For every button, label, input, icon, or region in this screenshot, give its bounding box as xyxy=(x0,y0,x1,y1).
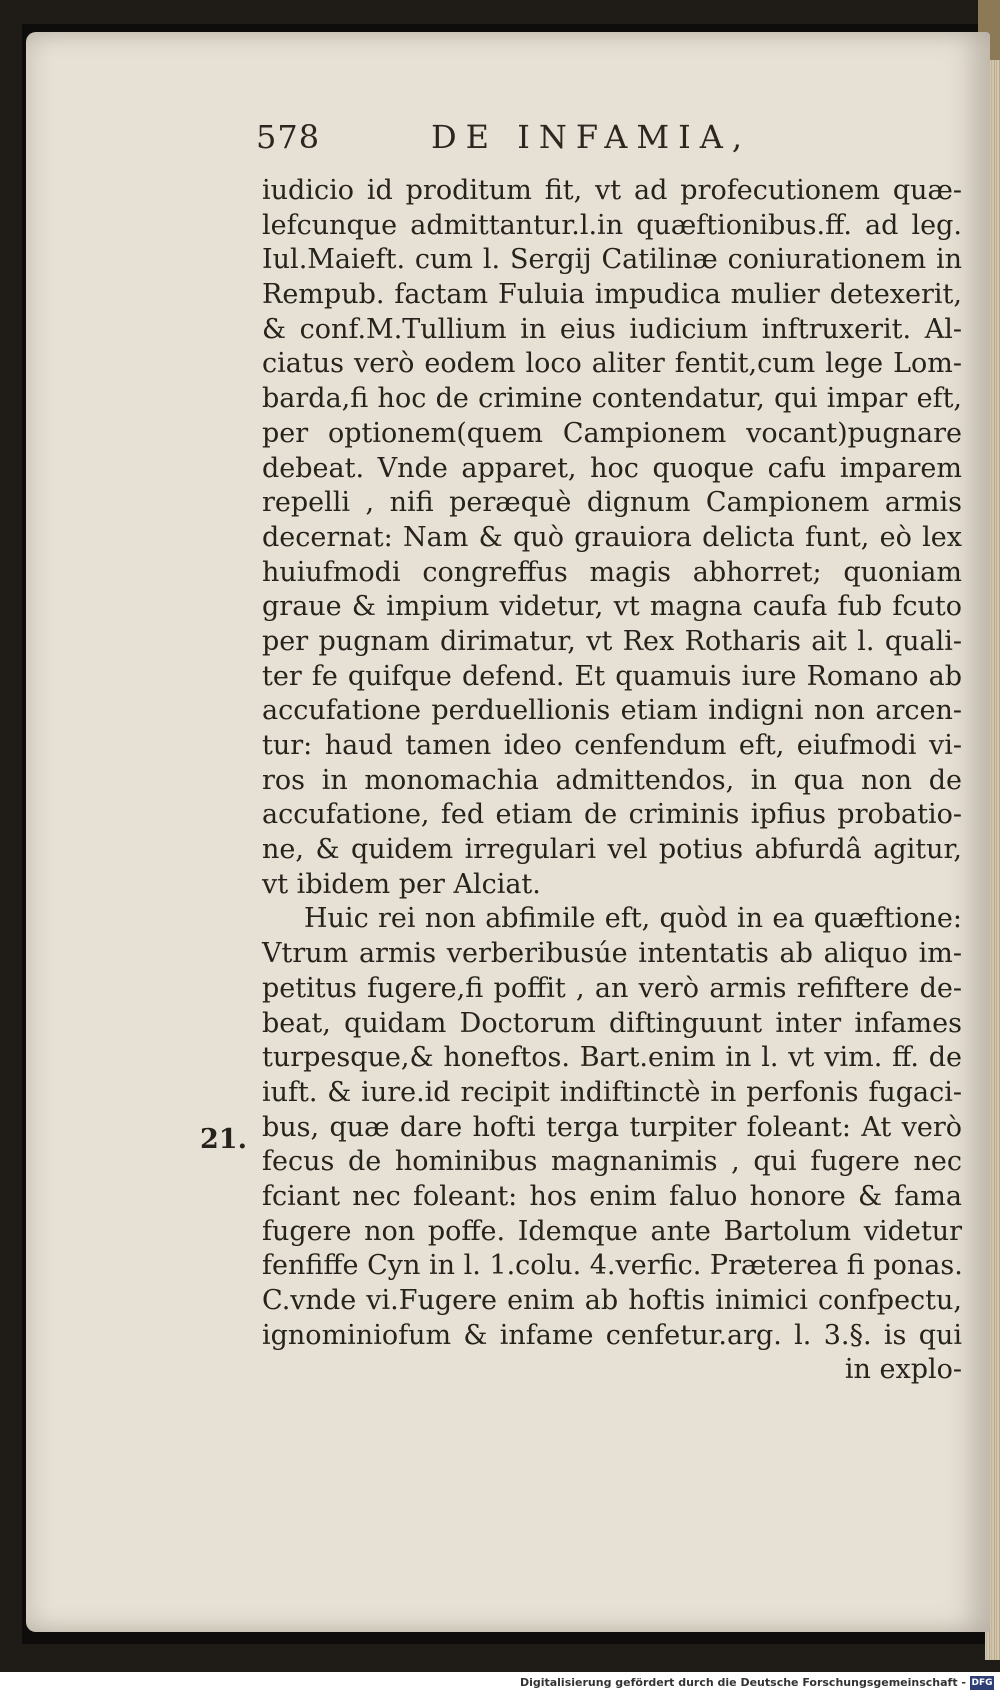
marginal-number: 21. xyxy=(200,1124,247,1155)
footer xyxy=(0,1672,1000,1695)
text-line: lefcunque admittantur.l.in quæftionibus.ff. ad leg. xyxy=(262,209,962,241)
text-line: ter fe quifque defend. Et quamuis iure Romano ab xyxy=(262,660,962,692)
text-line: ros in monomachia admittendos, in qua non de xyxy=(262,764,962,796)
text-line: accufatione, fed etiam de criminis ipfius probatio- xyxy=(262,799,962,831)
text-line: fugere non poffe. Idemque ante Bartolum videtur xyxy=(262,1215,962,1247)
text-line: fecus de hominibus magnanimis , qui fugere nec xyxy=(262,1146,962,1178)
dfg-logo: DFG xyxy=(971,1678,993,1688)
text-line: debeat. Vnde apparet, hoc quoque cafu imparem xyxy=(262,452,962,484)
text-line: Huic rei non abfimile eft, quòd in ea quæftione: xyxy=(304,903,962,935)
text-line: petitus fugere,fi poffit , an verò armis refiftere de- xyxy=(262,972,962,1004)
catchword: in explo- xyxy=(844,1354,962,1386)
text-line: per optionem(quem Campionem vocant)pugnare xyxy=(262,417,962,449)
text-line: graue & impium videtur, vt magna caufa fub fcuto xyxy=(262,591,962,623)
page-header xyxy=(256,118,816,168)
text-line: C.vnde vi.Fugere enim ab hoftis inimici confpectu, xyxy=(262,1285,962,1316)
text-line: vt ibidem per Alciat. xyxy=(262,868,541,900)
text-line: accufatione perduellionis etiam indigni non arcen- xyxy=(262,695,962,727)
text-line: beat, quidam Doctorum diftinguunt inter infames xyxy=(262,1007,962,1039)
text-line: fciant nec foleant: hos enim faluo honore & fama xyxy=(262,1180,962,1212)
text-line: Vtrum armis verberibusúe intentatis ab aliquo im- xyxy=(262,938,962,970)
digitization-credit: Digitalisierung gefördert durch die Deutsche Forschungsgemeinschaft - xyxy=(519,1676,966,1689)
text-line: turpesque,& honeftos. Bart.enim in l. vt vim. ff. de xyxy=(262,1042,962,1074)
text-line: huiufmodi congreffus magis abhorret; quoniam xyxy=(262,556,962,588)
body-text xyxy=(262,174,962,1388)
text-line: Iul.Maieft. cum l. Sergij Catilinæ coniurationem in xyxy=(262,244,962,276)
page-number: 578 xyxy=(256,118,321,156)
text-line: & conf.M.Tullium in eius iudicium inftruxerit. Al- xyxy=(262,313,962,345)
text-line: decernat: Nam & quò grauiora delicta funt, eò lex xyxy=(262,521,962,553)
text-line: Rempub. factam Fuluia impudica mulier detexerit, xyxy=(262,279,962,311)
text-line: per pugnam dirimatur, vt Rex Rotharis ait l. quali- xyxy=(262,625,962,657)
text-line: iudicio id proditum fit, vt ad profecutionem quæ- xyxy=(262,175,962,206)
text-line: repelli , nifi peræquè dignum Campionem armis xyxy=(262,487,962,519)
text-line: ne, & quidem irregulari vel potius abfurdâ agitur, xyxy=(262,834,962,866)
text-line: tur: haud tamen ideo cenfendum eft, eiufmodi vi- xyxy=(262,730,962,761)
text-line: barda,fi hoc de crimine contendatur, qui impar eft, xyxy=(262,383,962,415)
text-line: bus, quæ dare hofti terga turpiter foleant: At verò xyxy=(262,1111,962,1143)
text-line: iuft. & iure.id recipit indiftinctè in perfonis fugaci- xyxy=(262,1076,962,1108)
text-line: ignominiofum & infame cenfetur.arg. l. 3.§. is qui xyxy=(262,1319,962,1351)
text-line: ciatus verò eodem loco aliter fentit,cum lege Lom- xyxy=(262,348,962,380)
running-title: DE INFAMIA, xyxy=(431,118,752,156)
text-line: fenfiffe Cyn in l. 1.colu. 4.verfic. Præterea fi ponas. xyxy=(262,1250,963,1282)
